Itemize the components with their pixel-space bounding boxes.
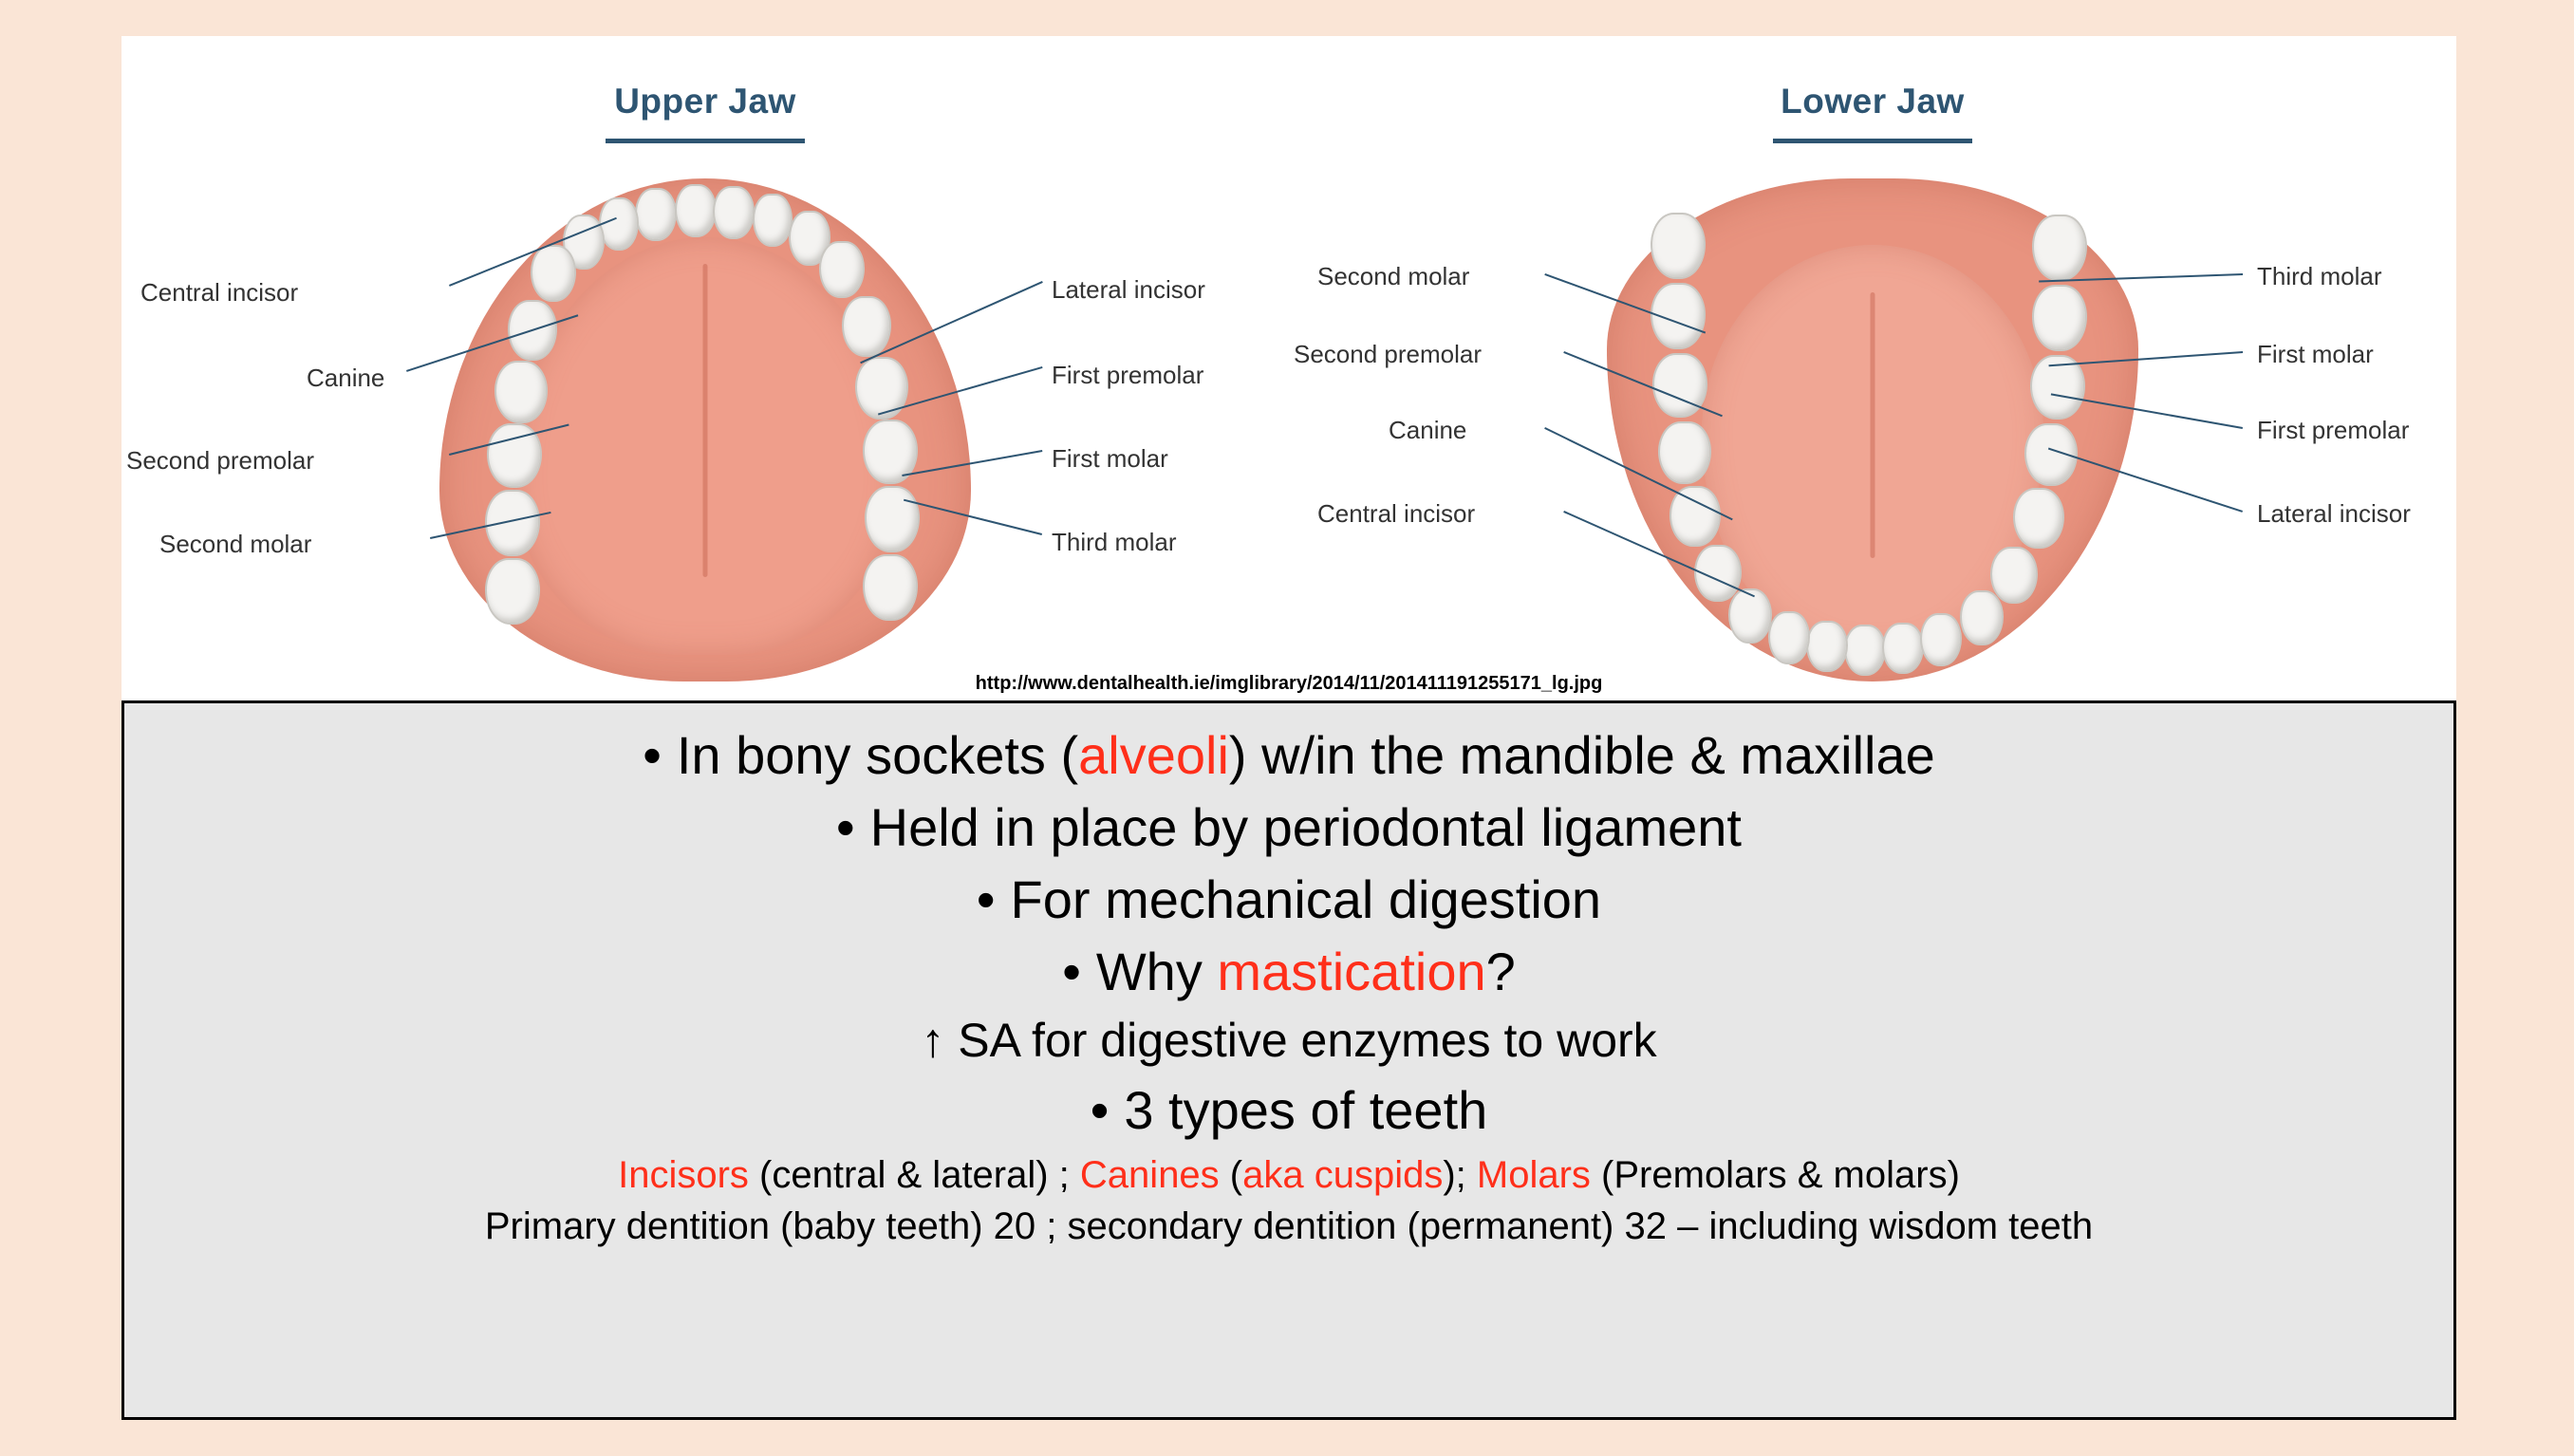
label-lower-first-premolar: First premolar bbox=[2257, 416, 2410, 444]
label-lower-first-molar: First molar bbox=[2257, 340, 2374, 368]
tooth bbox=[2032, 285, 2087, 351]
sub-line-surface-area: ↑ SA for digestive enzymes to work bbox=[921, 1014, 1657, 1068]
bullet-why-mastication bbox=[124, 941, 2453, 1003]
bullet-text-a: Why bbox=[1095, 942, 1218, 1002]
text-d: (Premolars & molars) bbox=[1590, 1154, 1960, 1197]
tooth bbox=[1728, 588, 1772, 644]
tooth bbox=[635, 188, 677, 241]
label-lower-second-molar: Second molar bbox=[1317, 262, 1470, 290]
term-alveoli: alveoli bbox=[1078, 725, 1229, 785]
tooth bbox=[2032, 215, 2087, 281]
tooth bbox=[1882, 623, 1924, 674]
label-lower-lateral-incisor: Lateral incisor bbox=[2257, 499, 2411, 528]
tooth bbox=[1960, 590, 2004, 645]
bullet-dot bbox=[1091, 1080, 1125, 1140]
tooth bbox=[1844, 625, 1886, 676]
label-lower-third-molar: Third molar bbox=[2257, 262, 2382, 290]
tooth bbox=[1651, 213, 1706, 279]
bullet-text: For mechanical digestion bbox=[1010, 869, 1602, 930]
label-upper-second-molar: Second molar bbox=[159, 530, 312, 558]
label-lower-central-incisor: Central incisor bbox=[1317, 499, 1476, 528]
tooth bbox=[1669, 486, 1721, 547]
label-upper-third-molar: Third molar bbox=[1052, 528, 1177, 556]
tooth bbox=[863, 554, 918, 621]
label-lower-canine: Canine bbox=[1389, 416, 1467, 444]
upper-jaw-illustration bbox=[439, 178, 971, 681]
label-upper-lateral-incisor: Lateral incisor bbox=[1052, 275, 1205, 304]
bullet-text-b: ) w/in the mandible & maxillae bbox=[1228, 725, 1935, 785]
term-incisors: Incisors bbox=[618, 1154, 749, 1197]
tooth bbox=[675, 184, 717, 237]
bullet-dot bbox=[643, 725, 677, 785]
bullet-dot bbox=[836, 797, 870, 857]
palatal-raphe bbox=[703, 264, 708, 577]
tooth bbox=[753, 194, 793, 247]
label-upper-canine: Canine bbox=[307, 364, 385, 392]
upper-jaw-title-underline bbox=[606, 139, 805, 143]
upper-jaw-title: Upper Jaw bbox=[614, 82, 796, 121]
tooth bbox=[1806, 621, 1848, 672]
text-c: ); bbox=[1443, 1154, 1477, 1197]
label-upper-central-incisor: Central incisor bbox=[140, 278, 299, 307]
tooth bbox=[531, 245, 576, 302]
text-a: (central & lateral) ; bbox=[748, 1154, 1080, 1197]
label-upper-first-premolar: First premolar bbox=[1052, 361, 1204, 389]
slide bbox=[121, 36, 2456, 1420]
bullet-dot bbox=[977, 869, 1011, 929]
lower-jaw-title-underline bbox=[1773, 139, 1972, 143]
tooth bbox=[2013, 488, 2064, 549]
bullet-dot bbox=[1062, 942, 1096, 1001]
lower-jaw-illustration bbox=[1607, 178, 2138, 681]
tooth bbox=[485, 558, 540, 625]
term-canines: Canines bbox=[1079, 1154, 1220, 1197]
term-cuspids: aka cuspids bbox=[1242, 1154, 1444, 1197]
tooth bbox=[713, 186, 755, 239]
bullet-text-b: ? bbox=[1485, 942, 1516, 1002]
tooth bbox=[865, 486, 920, 552]
bullet-periodontal-ligament bbox=[124, 796, 2453, 859]
tooth bbox=[1658, 421, 1711, 484]
bullet-text: 3 types of teeth bbox=[1124, 1080, 1488, 1141]
image-source-caption: http://www.dentalhealth.ie/imglibrary/2014/11/201411191255171_lg.jpg bbox=[975, 673, 1603, 694]
tooth bbox=[1768, 611, 1810, 664]
tooth bbox=[1920, 613, 1962, 666]
tooth bbox=[599, 197, 639, 251]
lower-jaw-diagram bbox=[1289, 36, 2456, 700]
bullet-mechanical-digestion bbox=[124, 868, 2453, 931]
label-lower-second-premolar: Second premolar bbox=[1294, 340, 1482, 368]
term-molars: Molars bbox=[1476, 1154, 1591, 1197]
label-upper-second-premolar: Second premolar bbox=[126, 446, 314, 475]
teeth-diagram-panel bbox=[121, 36, 2456, 700]
term-mastication: mastication bbox=[1217, 942, 1486, 1002]
tooth-types-line bbox=[124, 1151, 2453, 1199]
upper-jaw-diagram bbox=[121, 36, 1289, 700]
notes-panel bbox=[121, 700, 2456, 1420]
lower-jaw-title: Lower Jaw bbox=[1781, 82, 1965, 121]
label-upper-first-molar: First molar bbox=[1052, 444, 1168, 473]
tooth bbox=[819, 241, 865, 298]
tooth bbox=[855, 357, 908, 420]
bullet-bony-sockets bbox=[124, 724, 2453, 787]
tooth bbox=[842, 296, 891, 357]
dentition-counts-line: Primary dentition (baby teeth) 20 ; secondary dentition (permanent) 32 – including wisdom teeth bbox=[484, 1205, 2094, 1248]
bullet-three-types bbox=[124, 1079, 2453, 1142]
tooth bbox=[494, 361, 548, 423]
text-b: ( bbox=[1219, 1154, 1243, 1197]
bullet-text: Held in place by periodontal ligament bbox=[869, 797, 1742, 858]
tooth bbox=[1990, 547, 2038, 604]
bullet-text-a: In bony sockets ( bbox=[676, 725, 1079, 785]
tongue-midline bbox=[1871, 292, 1875, 558]
